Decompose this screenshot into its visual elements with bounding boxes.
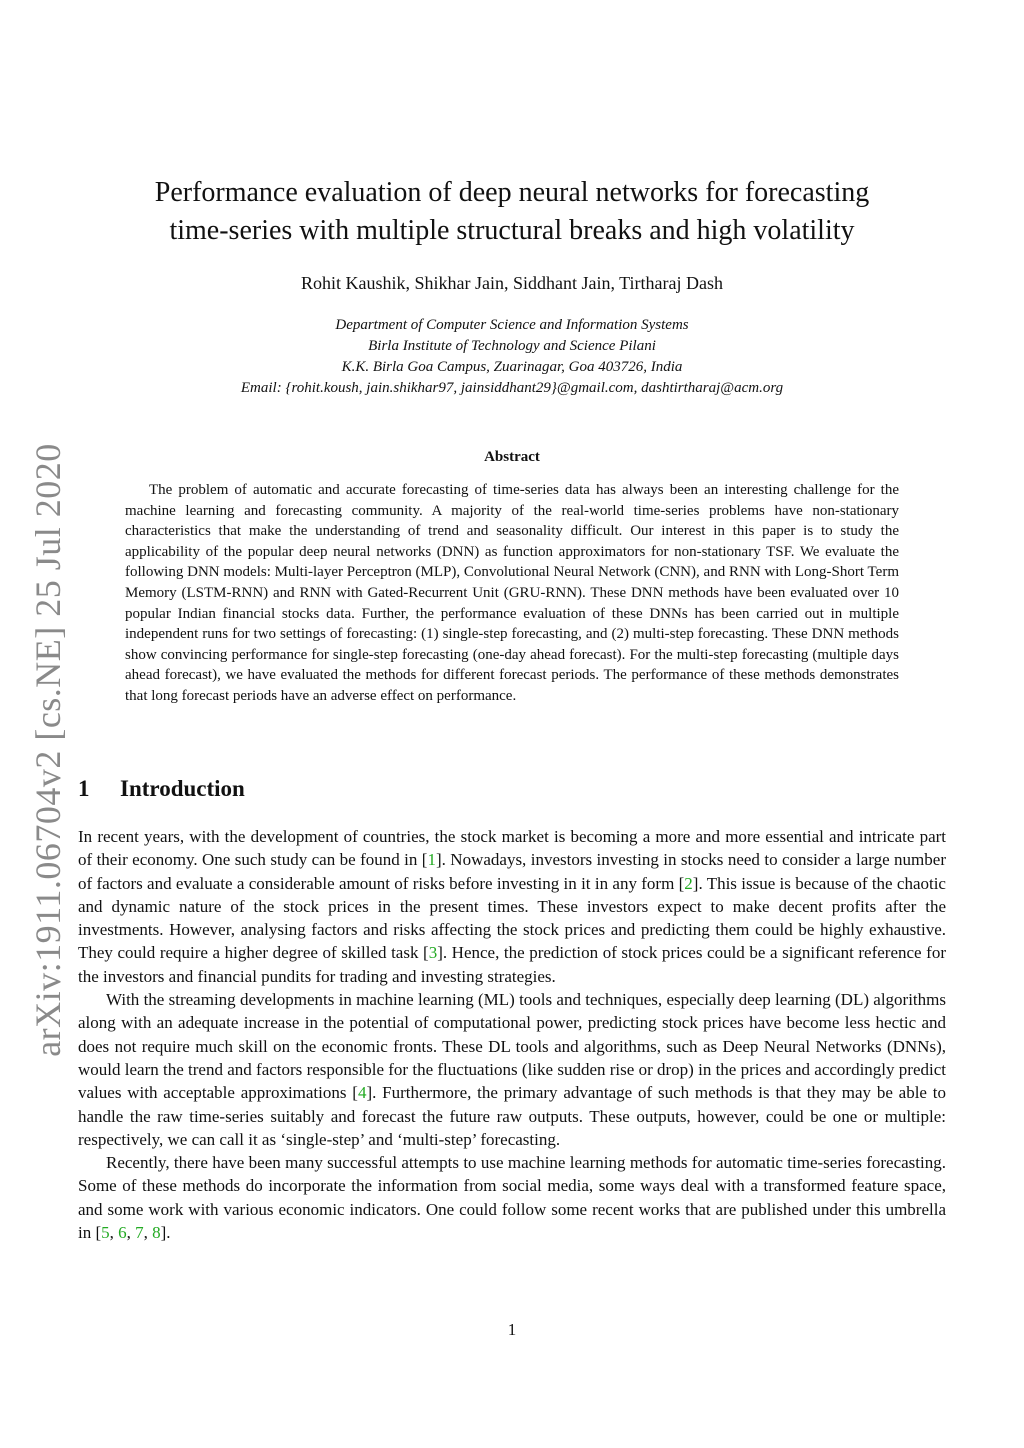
introduction-body [78, 825, 946, 1244]
author-list: Rohit Kaushik, Shikhar Jain, Siddhant Jain, Tirtharaj Dash [301, 273, 723, 293]
citation-link[interactable]: 5 [101, 1223, 110, 1243]
affiliation-emails: Email: {rohit.koush, jain.shikhar97, jainsiddhant29}@gmail.com, dashtirtharaj@acm.org [240, 380, 784, 396]
citation-link[interactable]: 8 [152, 1223, 161, 1243]
affiliation-block [100, 315, 924, 399]
section-title: Introduction [120, 776, 245, 801]
paragraph-text: ]. [160, 1223, 171, 1243]
affiliation-department: Department of Computer Science and Information Systems [335, 317, 689, 333]
intro-paragraph-2 [78, 988, 946, 1151]
abstract-heading: Abstract [484, 449, 540, 465]
paragraph-text: Recently, there have been many successful attempts to use machine learning methods for automatic time-series forecasting. Some of these methods do incorporate the information from social media, some ways deal with a transformed feature space, and some work with various economic indicators. One could follow some recent works that are published under this umbrella in [ [78, 1153, 946, 1243]
citation-link[interactable]: 1 [427, 850, 436, 870]
citation-link[interactable]: 2 [684, 873, 693, 893]
title-line-1: Performance evaluation of deep neural networks for forecasting [154, 177, 870, 208]
citation-link[interactable]: 6 [118, 1223, 127, 1243]
intro-paragraph-3 [78, 1151, 946, 1244]
intro-paragraph-1 [78, 825, 946, 988]
paragraph-text: ]. Furthermore, the primary advantage of such methods is that they may be able to handle the raw time-series suitably and forecast the future raw outputs. These outputs, however, could be one or multiple: respectively, we can call it as ‘single-step’ and ‘multi-step’ forecasting. [78, 1083, 946, 1149]
paragraph-text: ]. Hence, the prediction of stock prices could be a significant reference for the investors and financial pundits for trading and investing strategies. [78, 943, 946, 986]
paragraph-text: ]. Nowadays, investors investing in stocks need to consider a large number of factors and evaluate a considerable amount of risks before investing in it in any form [ [78, 850, 946, 893]
affiliation-institute: Birla Institute of Technology and Science Pilani [368, 338, 656, 354]
paper-title [100, 174, 924, 250]
section-number: 1 [78, 776, 90, 801]
section-heading-introduction [78, 776, 245, 802]
arxiv-identifier-stamp: arXiv:1911.06704v2 [cs.NE] 25 Jul 2020 [28, 443, 68, 1057]
citation-link[interactable]: 4 [357, 1083, 367, 1103]
citation-separator: , [143, 1223, 153, 1243]
paragraph-text: In recent years, with the development of countries, the stock market is becoming a more and more essential and intricate part of their economy. One such study can be found in [ [78, 827, 946, 870]
page-number: 1 [507, 1320, 517, 1339]
citation-separator: , [109, 1223, 119, 1243]
citation-link[interactable]: 7 [135, 1223, 144, 1243]
citation-separator: , [126, 1223, 136, 1243]
title-line-2: time-series with multiple structural breaks and high volatility [169, 215, 855, 246]
paragraph-text: With the streaming developments in machine learning (ML) tools and techniques, especially deep learning (DL) algorithms along with an adequate increase in the potential of computational power, predicting stock prices have become less hectic and does not require much skill on the economic fronts. These DL tools and algorithms, such as Deep Neural Networks (DNNs), would learn the trend and factors responsible for the fluctuations (like sudden rise or drop) in the prices and accordingly predict values with acceptable approximations [ [78, 990, 946, 1103]
affiliation-address: K.K. Birla Goa Campus, Zuarinagar, Goa 403726, India [341, 359, 683, 375]
paragraph-text: ]. This issue is because of the chaotic and dynamic nature of the stock prices in the present times. These investors expect to make decent profits after the investments. However, analysing factors and risks affecting the stock prices and predicting them could be highly exhaustive. They could require a higher degree of skilled task [ [78, 873, 946, 963]
citation-link[interactable]: 3 [428, 943, 438, 963]
abstract-text: The problem of automatic and accurate forecasting of time-series data has always been an interesting challenge for the machine learning and forecasting community. A majority of the real-world time-series problems have non-stationary characteristics that make the understanding of trend and seasonality difficult. Our interest in this paper is to study the applicability of the popular deep neural networks (DNN) as function approximators for non-stationary TSF. We evaluate the following DNN models: Multi-layer Perceptron (MLP), Convolutional Neural Network (CNN), and RNN with Long-Short Term Memory (LSTM-RNN) and RNN with Gated-Recurrent Unit (GRU-RNN). These DNN methods have been evaluated over 10 popular Indian financial stocks data. Further, the performance evaluation of these DNNs has been carried out in multiple independent runs for two settings of forecasting: (1) single-step forecasting, and (2) multi-step forecasting. These DNN methods show convincing performance for single-step forecasting (one-day ahead forecast). For the multi-step forecasting (multiple days ahead forecast), we have evaluated the methods for different forecast periods. The performance of these methods demonstrates that long forecast periods have an adverse effect on performance. [125, 482, 899, 704]
